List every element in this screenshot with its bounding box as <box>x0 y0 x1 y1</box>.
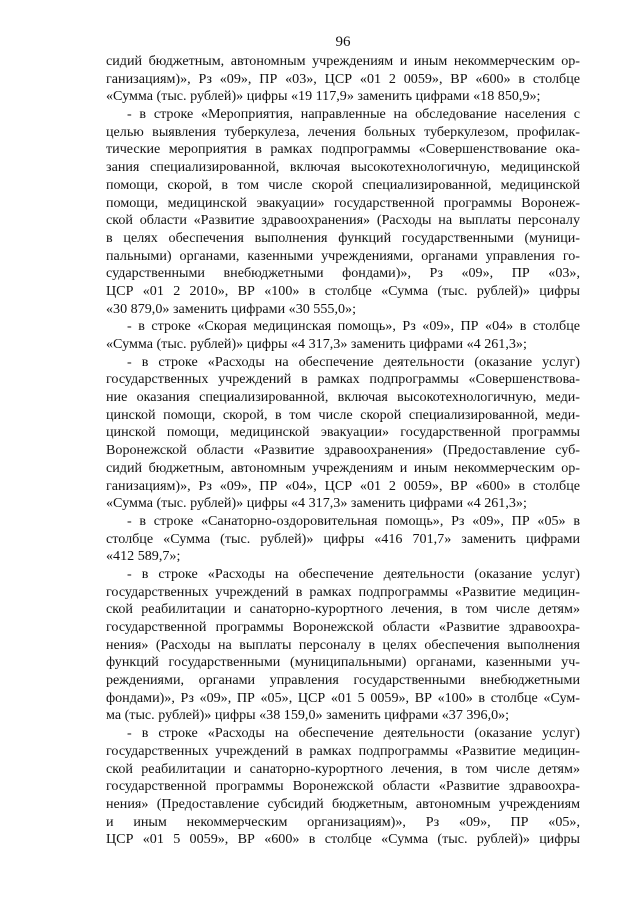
text-line: в целях обеспечения выполнения функций государственными (муници- <box>106 229 580 246</box>
text-line: ма (тыс. рублей)» цифры «38 159,0» заменить цифрами «37 396,0»; <box>106 707 510 724</box>
text-line: цинской помощи, медицинской эвакуации» государственной программы <box>106 424 580 441</box>
text-line: цинской помощи, скорой, в том числе скорой специализированной, меди- <box>106 406 580 423</box>
text-line: ЦСР «01 2 2010», ВР «100» в столбце «Сумма (тыс. рублей)» цифры <box>106 282 580 299</box>
text-line: ганизациям)», Рз «09», ПР «04», ЦСР «01 2 0059», ВР «600» в столбце <box>106 477 580 494</box>
text-line: сударственными внебюджетными фондами)», Рз «09», ПР «03», <box>106 265 580 282</box>
document-body <box>106 53 580 849</box>
text-line: ЦСР «01 5 0059», ВР «600» в столбце «Сумма (тыс. рублей)» цифры <box>106 831 580 848</box>
text-line: государственных учреждений в рамках подпрограммы «Развитие медицин- <box>106 583 580 600</box>
text-line: тические мероприятия в рамках подпрограммы «Совершенствование ока- <box>106 141 580 158</box>
text-line: целью выявления туберкулеза, лечения больных туберкулезом, профилак- <box>106 123 580 140</box>
text-line: государственной программы Воронежской области «Развитие здравоохра- <box>106 619 580 635</box>
text-line: ской реабилитации и санаторно-курортного лечения, в том числе детям» <box>106 760 580 777</box>
text-line: сидий бюджетным, автономным учреждениям и иным некоммерческим ор- <box>106 459 580 476</box>
document-page <box>106 32 580 849</box>
text-line: ской реабилитации и санаторно-курортного лечения, в том числе детям» <box>106 601 580 618</box>
text-line: - в строке «Расходы на обеспечение деятельности (оказание услуг) <box>127 725 580 742</box>
text-line: нения» (Расходы на выплаты персоналу в целях обеспечения выполнения <box>106 636 580 653</box>
page-number: 96 <box>335 34 351 50</box>
text-line: ние оказания специализированной, включая высокотехнологичную, меди- <box>106 389 580 406</box>
text-line: «Сумма (тыс. рублей)» цифры «4 317,3» заменить цифрами «4 261,3»; <box>106 495 527 512</box>
text-line: «Сумма (тыс. рублей)» цифры «4 317,3» заменить цифрами «4 261,3»; <box>106 336 527 352</box>
text-line: функций государственными (муниципальными) органами, казенными уч- <box>106 654 580 671</box>
text-line: ганизациям)», Рз «09», ПР «03», ЦСР «01 2 0059», ВР «600» в столбце <box>106 70 580 87</box>
text-line: нения» (Предоставление субсидий бюджетным, автономным учреждениям <box>106 795 580 812</box>
text-line: - в строке «Мероприятия, направленные на обследование населения с <box>127 106 580 123</box>
text-line: - в строке «Санаторно-оздоровительная помощь», Рз «09», ПР «05» в <box>127 512 580 529</box>
text-line: фондами)», Рз «09», ПР «05», ЦСР «01 5 0059», ВР «100» в столбце «Сум- <box>106 689 580 706</box>
text-line: помощи, медицинской эвакуации» государственной программы Воронеж- <box>106 194 580 211</box>
text-line: помощи, скорой, в том числе скорой специализированной, медицинской <box>106 176 580 193</box>
text-line: «Сумма (тыс. рублей)» цифры «19 117,9» заменить цифрами «18 850,9»; <box>106 88 541 105</box>
text-line: государственных учреждений в рамках подпрограммы «Развитие медицин- <box>106 742 580 759</box>
text-line: - в строке «Скорая медицинская помощь», Рз «09», ПР «04» в столбце <box>127 318 580 335</box>
text-line: сидий бюджетным, автономным учреждениям и иным некоммерческим ор- <box>106 53 580 69</box>
text-line: ской области «Развитие здравоохранения» (Расходы на выплаты персоналу <box>106 212 580 229</box>
text-line: пальными) органами, казенными учреждениями, органами управления го- <box>106 247 580 264</box>
text-line: зания специализированной, включая высокотехнологичную, медицинской <box>106 159 580 176</box>
text-line: государственной программы Воронежской области «Развитие здравоохра- <box>106 778 580 795</box>
text-line: реждениями, органами управления государственными внебюджетными <box>106 672 580 689</box>
text-line: Воронежской области «Развитие здравоохранения» (Предоставление суб- <box>106 442 580 459</box>
text-line: - в строке «Расходы на обеспечение деятельности (оказание услуг) <box>127 353 580 370</box>
text-line: «30 879,0» заменить цифрами «30 555,0»; <box>106 300 356 317</box>
text-line: и иным некоммерческим организациям)», Рз «09», ПР «05», <box>106 813 580 830</box>
text-line: столбце «Сумма (тыс. рублей)» цифры «416 701,7» заменить цифрами <box>106 530 580 547</box>
text-line: «412 589,7»; <box>106 548 181 565</box>
text-line: государственных учреждений в рамках подпрограммы «Совершенствова- <box>106 371 580 388</box>
text-line: - в строке «Расходы на обеспечение деятельности (оказание услуг) <box>127 565 580 582</box>
